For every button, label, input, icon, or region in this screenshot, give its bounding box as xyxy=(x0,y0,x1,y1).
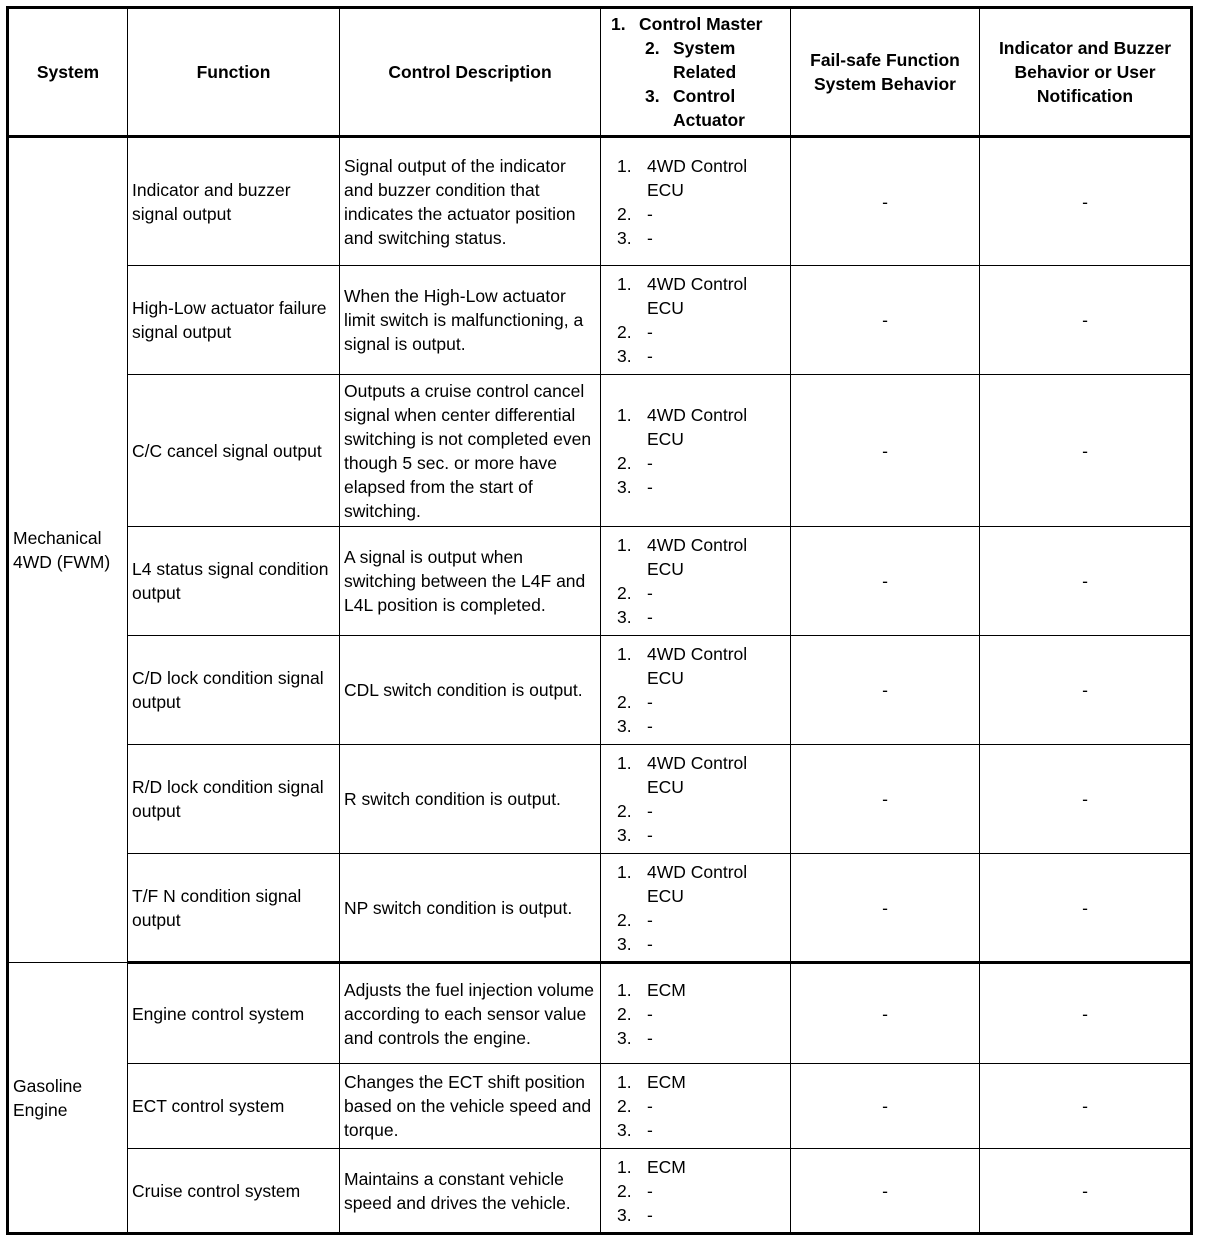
control-master-value: - xyxy=(647,825,653,845)
indicator-cell: - xyxy=(980,1064,1192,1149)
failsafe-cell: - xyxy=(791,745,980,854)
control-master-item: 3. - xyxy=(617,714,786,738)
control-master-value: - xyxy=(647,476,653,497)
failsafe-cell: - xyxy=(791,636,980,745)
control-master-cell xyxy=(601,1064,791,1149)
control-master-value: - xyxy=(647,1180,653,1201)
control-master-item: 2. - xyxy=(617,1179,786,1203)
indicator-cell: - xyxy=(980,963,1192,1064)
header-row xyxy=(8,8,1192,137)
description-cell: CDL switch condition is output. xyxy=(340,636,601,745)
failsafe-cell: - xyxy=(791,527,980,636)
table-row xyxy=(8,266,1192,375)
indicator-cell: - xyxy=(980,1149,1192,1234)
control-master-item: 2. - xyxy=(617,202,786,226)
control-master-value: 4WD Control ECU xyxy=(647,274,748,318)
control-master-value: - xyxy=(647,322,653,342)
table-row xyxy=(8,137,1192,266)
failsafe-cell: - xyxy=(791,266,980,375)
control-master-item: 3. - xyxy=(617,344,786,368)
header-system: System xyxy=(8,8,128,137)
control-master-value: 4WD Control ECU xyxy=(647,753,748,797)
control-master-value: - xyxy=(647,1204,653,1225)
control-master-value: - xyxy=(647,716,653,736)
description-cell: Signal output of the indicator and buzzer condition that indicates the actuator position and switching status. xyxy=(340,137,601,266)
indicator-cell: - xyxy=(980,137,1192,266)
control-master-item: 1. 4WD Control ECU xyxy=(617,642,786,690)
description-cell: NP switch condition is output. xyxy=(340,854,601,963)
function-cell: L4 status signal condition output xyxy=(128,527,340,636)
document-page xyxy=(6,6,1193,1235)
control-master-item: 1. 4WD Control ECU xyxy=(617,751,786,799)
header-indicator: Indicator and Buzzer Behavior or User Notification xyxy=(980,8,1192,137)
header-control-master: 1. Control Master 2. System Related 3. Control Actuator xyxy=(601,8,791,137)
control-master-item: 3. - xyxy=(617,1203,786,1227)
control-master-item: 1. 4WD Control ECU xyxy=(617,272,786,320)
function-cell: R/D lock condition signal output xyxy=(128,745,340,854)
control-master-value: 4WD Control ECU xyxy=(647,404,748,449)
control-master-value: - xyxy=(647,909,653,930)
table-row xyxy=(8,854,1192,963)
control-master-cell xyxy=(601,1149,791,1234)
control-master-value: ECM xyxy=(647,1072,686,1092)
control-master-item: 2. - xyxy=(617,451,786,475)
indicator-cell: - xyxy=(980,745,1192,854)
control-master-value: - xyxy=(647,801,653,821)
control-master-item: 1. 4WD Control ECU xyxy=(617,533,786,581)
function-cell: ECT control system xyxy=(128,1064,340,1149)
control-master-item: 1. ECM xyxy=(617,1070,786,1094)
function-cell: C/C cancel signal output xyxy=(128,375,340,527)
table-row xyxy=(8,375,1192,527)
control-master-item: 2. - xyxy=(617,1094,786,1118)
control-master-item: 1. ECM xyxy=(617,1155,786,1179)
indicator-cell: - xyxy=(980,527,1192,636)
control-master-item: 3. - xyxy=(617,823,786,847)
control-master-item: 3. - xyxy=(617,605,786,629)
control-master-value: - xyxy=(647,1027,653,1048)
description-cell: Outputs a cruise control cancel signal when center differential switching is not completed even though 5 sec. or more have elapsed from the start of switching. xyxy=(340,375,601,527)
control-master-item: 3. - xyxy=(617,475,786,499)
control-master-value: ECM xyxy=(647,1156,686,1177)
failsafe-cell: - xyxy=(791,854,980,963)
control-master-cell xyxy=(601,854,791,963)
description-cell: A signal is output when switching between the L4F and L4L position is completed. xyxy=(340,527,601,636)
header-failsafe: Fail-safe Function System Behavior xyxy=(791,8,980,137)
control-master-value: - xyxy=(647,583,653,603)
system-cell: Gasoline Engine xyxy=(8,963,128,1234)
control-master-item: 2. - xyxy=(617,581,786,605)
indicator-cell: - xyxy=(980,375,1192,527)
failsafe-cell: - xyxy=(791,1064,980,1149)
control-master-cell xyxy=(601,963,791,1064)
control-master-cell xyxy=(601,636,791,745)
control-master-value: - xyxy=(647,1003,653,1024)
control-master-item: 1. 4WD Control ECU xyxy=(617,154,786,202)
description-cell: Changes the ECT shift position based on the vehicle speed and torque. xyxy=(340,1064,601,1149)
control-master-item: 1. 4WD Control ECU xyxy=(617,403,786,451)
description-cell: Adjusts the fuel injection volume according to each sensor value and controls the engine. xyxy=(340,963,601,1064)
control-master-item: 3. - xyxy=(617,932,786,956)
control-master-item: 2. - xyxy=(617,799,786,823)
table-row xyxy=(8,963,1192,1064)
control-master-value: - xyxy=(647,203,653,224)
description-cell: Maintains a constant vehicle speed and drives the vehicle. xyxy=(340,1149,601,1234)
control-master-item: 1. ECM xyxy=(617,978,786,1002)
header-master-3: Control Actuator xyxy=(673,86,745,130)
function-cell: Indicator and buzzer signal output xyxy=(128,137,340,266)
control-master-value: 4WD Control ECU xyxy=(647,155,748,200)
control-master-item: 3. - xyxy=(617,226,786,250)
failsafe-cell: - xyxy=(791,137,980,266)
table-row xyxy=(8,1149,1192,1234)
indicator-cell: - xyxy=(980,854,1192,963)
header-control-description: Control Description xyxy=(340,8,601,137)
control-master-value: - xyxy=(647,1120,653,1140)
indicator-cell: - xyxy=(980,636,1192,745)
table-row xyxy=(8,745,1192,854)
function-cell: High-Low actuator failure signal output xyxy=(128,266,340,375)
table-row xyxy=(8,527,1192,636)
control-master-value: 4WD Control ECU xyxy=(647,861,748,906)
control-master-cell xyxy=(601,527,791,636)
description-cell: When the High-Low actuator limit switch is malfunctioning, a signal is output. xyxy=(340,266,601,375)
control-master-value: - xyxy=(647,227,653,248)
header-function: Function xyxy=(128,8,340,137)
function-cell: T/F N condition signal output xyxy=(128,854,340,963)
control-master-value: - xyxy=(647,452,653,473)
control-master-cell xyxy=(601,375,791,527)
control-master-cell xyxy=(601,266,791,375)
table-row xyxy=(8,636,1192,745)
failsafe-cell: - xyxy=(791,1149,980,1234)
description-cell: R switch condition is output. xyxy=(340,745,601,854)
header-master-2: System Related xyxy=(673,38,737,82)
function-cell: C/D lock condition signal output xyxy=(128,636,340,745)
control-master-value: ECM xyxy=(647,979,686,1000)
control-master-value: 4WD Control ECU xyxy=(647,644,748,688)
failsafe-cell: - xyxy=(791,375,980,527)
control-master-value: - xyxy=(647,933,653,954)
control-master-item: 3. - xyxy=(617,1118,786,1142)
control-table xyxy=(6,6,1193,1235)
table-row xyxy=(8,1064,1192,1149)
header-master-1: Control Master xyxy=(639,14,763,34)
table-body xyxy=(8,137,1192,1234)
control-master-cell xyxy=(601,137,791,266)
control-master-item: 2. - xyxy=(617,908,786,932)
control-master-item: 2. - xyxy=(617,690,786,714)
function-cell: Engine control system xyxy=(128,963,340,1064)
control-master-item: 1. 4WD Control ECU xyxy=(617,860,786,908)
failsafe-cell: - xyxy=(791,963,980,1064)
control-master-item: 3. - xyxy=(617,1026,786,1050)
system-cell: Mechanical 4WD (FWM) xyxy=(8,137,128,963)
control-master-value: - xyxy=(647,1096,653,1116)
control-master-value: 4WD Control ECU xyxy=(647,535,748,579)
indicator-cell: - xyxy=(980,266,1192,375)
control-master-value: - xyxy=(647,692,653,712)
control-master-value: - xyxy=(647,346,653,366)
control-master-cell xyxy=(601,745,791,854)
control-master-item: 2. - xyxy=(617,320,786,344)
function-cell: Cruise control system xyxy=(128,1149,340,1234)
control-master-item: 2. - xyxy=(617,1002,786,1026)
control-master-value: - xyxy=(647,607,653,627)
